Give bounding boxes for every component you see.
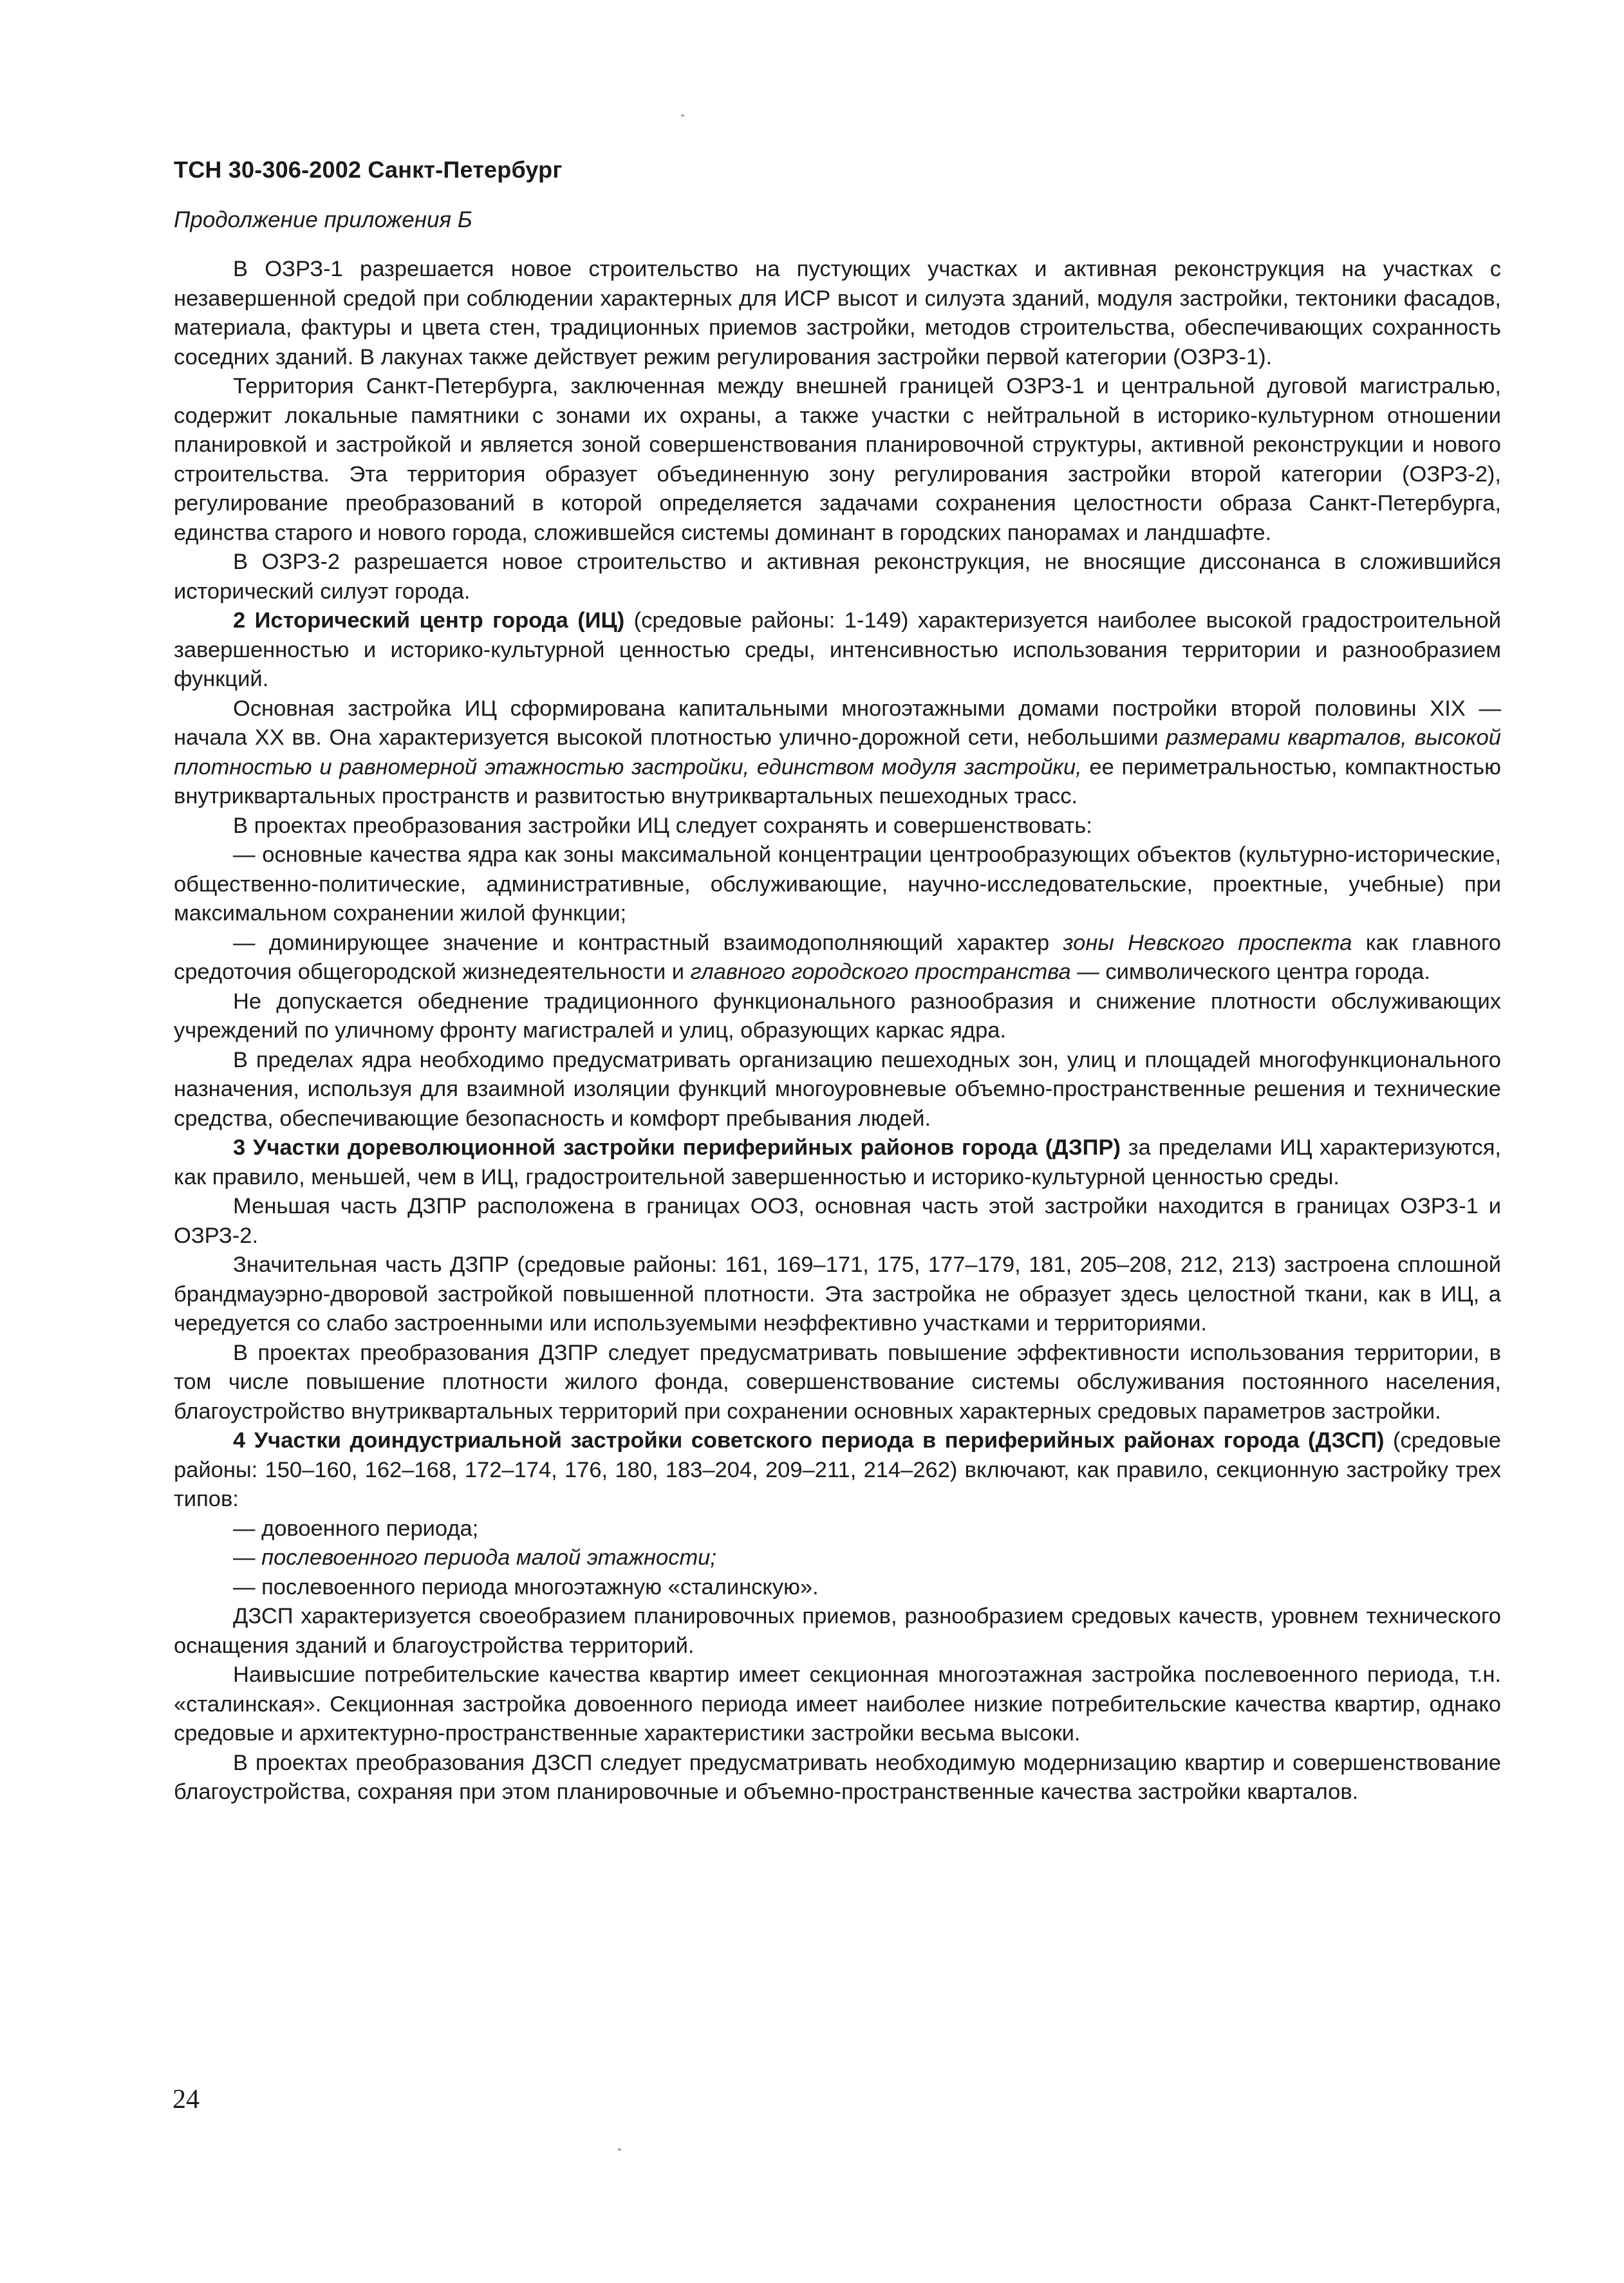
paragraph: В ОЗРЗ-2 разрешается новое строительство и активная реконструкция, не вносящие диссонанса в сложившийся исторический силуэт города. xyxy=(174,550,1501,604)
list-item: — основные качества ядра как зоны максимальной концентрации центрообразующих объектов (культурно-исторические, общественно-политические, административные, обслуживающие, научно-исследовательские, проектные, учебные) при максимальном сохранении жилой функции; xyxy=(174,843,1501,926)
section-2-paragraph: 2 Исторический центр города (ИЦ) (средовые районы: 1-149) характеризуется наиболее высокой градостроительной завершенностью и историко-культурной ценностью среды, интенсивностью использования территории и разнообразием функций. xyxy=(174,608,1501,691)
list-item: — довоенного периода; xyxy=(233,1516,479,1541)
paragraph: В проектах преобразования застройки ИЦ следует сохранять и совершенствовать: xyxy=(233,813,1092,838)
paragraph: Не допускается обеднение традиционного функционального разнообразия и снижение плотности обслуживающих учреждений по уличному фронту магистралей и улиц, образующих каркас ядра. xyxy=(174,989,1501,1043)
appendix-continuation-note: Продолжение приложения Б xyxy=(174,207,472,232)
paragraph: В пределах ядра необходимо предусматривать организацию пешеходных зон, улиц и площадей многофункционального назначения, используя для взаимной изоляции функций многоуровневые объемно-пространственные решения и технические средства, обеспечивающие безопасность и комфорт пребывания людей. xyxy=(174,1047,1501,1131)
document-body xyxy=(174,255,1501,1807)
italic-emphasis: зоны Невского проспекта xyxy=(1063,930,1352,955)
paragraph: Основная застройка ИЦ сформирована капитальными многоэтажными домами постройки второй половины XIX — начала XX вв. Она характеризуется высокой плотностью улично-дорожной сети, небольшими размерами кварталов, высокой плотностью и равномерной этажностью застройки, единством модуля застройки, ее периметральностью, компактностью внутриквартальных пространств и развитостью внутриквартальных пешеходных трасс. xyxy=(174,696,1501,808)
paragraph: Меньшая часть ДЗПР расположена в границах ООЗ, основная часть этой застройки находится в границах ОЗРЗ-1 и ОЗРЗ-2. xyxy=(174,1194,1501,1248)
section-2-heading: 2 Исторический центр города (ИЦ) xyxy=(233,608,625,633)
list-item: — послевоенного периода многоэтажную «сталинскую». xyxy=(233,1574,819,1599)
paragraph: Наивысшие потребительские качества квартир имеет секционная многоэтажная застройка послевоенного периода, т.н. «сталинская». Секционная застройка довоенного периода имеет наиболее низкие потребительские качества квартир, однако средовые и архитектурно-пространственные характеристики застройки весьма высоки. xyxy=(174,1663,1501,1746)
paragraph: В проектах преобразования ДЗПР следует предусматривать повышение эффективности использования территории, в том числе повышение плотности жилого фонда, совершенствование системы обслуживания постоянного населения, благоустройство внутриквартальных территорий при сохранении основных характерных средовых параметров застройки. xyxy=(174,1340,1501,1424)
list-item: — послевоенного периода малой этажности; xyxy=(233,1545,716,1570)
paragraph: Территория Санкт-Петербурга, заключенная между внешней границей ОЗРЗ-1 и центральной дуговой магистралью, содержит локальные памятники с зонами их охраны, а также участки с нейтральной в историко-культурном отношении планировкой и застройкой и является зоной совершенствования планировочной структуры, активной реконструкции и нового строительства. Эта территория образует объединенную зону регулирования застройки второй категории (ОЗРЗ-2), регулирование преобразований в которой определяется задачами сохранения целостности образа Санкт-Петербурга, единства старого и нового города, сложившейся системы доминант в городских панорамах и ландшафте. xyxy=(174,374,1501,545)
italic-emphasis: размерами кварталов, высокой плотностью и равномерной этажностью застройки, единством модуля застройки, xyxy=(174,725,1501,779)
italic-emphasis: главного городского пространства xyxy=(690,960,1071,984)
section-3-heading: 3 Участки дореволюционной застройки периферийных районов города (ДЗПР) xyxy=(233,1135,1121,1160)
scan-speck-top xyxy=(681,115,684,116)
page-number: 24 xyxy=(173,2085,200,2114)
paragraph: В проектах преобразования ДЗСП следует предусматривать необходимую модернизацию квартир и совершенствование благоустройства, сохраняя при этом планировочные и объемно-пространственные качества застройки кварталов. xyxy=(174,1750,1501,1804)
section-4-heading: 4 Участки доиндустриальной застройки советского периода в периферийных районах города (ДЗСП) xyxy=(233,1428,1385,1453)
scan-speck-bottom xyxy=(618,2148,621,2150)
paragraph: Значительная часть ДЗПР (средовые районы: 161, 169–171, 175, 177–179, 181, 205–208, 212, 213) застроена сплошной брандмауэрно-дворовой застройкой повышенной плотности. Эта застройка не образует здесь целостной ткани, как в ИЦ, а чередуется со слабо застроенными или используемыми неэффективно участками и территориями. xyxy=(174,1253,1501,1336)
document-header: ТСН 30-306-2002 Санкт-Петербург xyxy=(174,156,563,183)
document-page xyxy=(174,154,1501,1807)
paragraph: В ОЗРЗ-1 разрешается новое строительство на пустующих участках и активная реконструкция на участках с незавершенной средой при соблюдении характерных для ИСР высот и силуэта зданий, модуля застройки, тектоники фасадов, материала, фактуры и цвета стен, традиционных приемов застройки, методов строительства, обеспечивающих сохранность соседних зданий. В лакунах также действует режим регулирования застройки первой категории (ОЗРЗ-1). xyxy=(174,257,1501,369)
section-3-paragraph: 3 Участки дореволюционной застройки периферийных районов города (ДЗПР) за пределами ИЦ характеризуются, как правило, меньшей, чем в ИЦ, градостроительной завершенностью и историко-культурной ценностью среды. xyxy=(174,1135,1502,1189)
italic-emphasis: послевоенного периода малой этажности; xyxy=(261,1545,716,1570)
section-4-paragraph: 4 Участки доиндустриальной застройки советского периода в периферийных районах города (ДЗСП) (средовые районы: 150–160, 162–168, 172–174, 176, 180, 183–204, 209–211, 214–262) включают, как правило, секционную застройку трех типов: xyxy=(174,1428,1501,1511)
list-item: — доминирующее значение и контрастный взаимодополняющий характер зоны Невского проспекта как главного средоточия общегородской жизнедеятельности и главного городского пространства — символического центра города. xyxy=(174,930,1501,984)
paragraph: ДЗСП характеризуется своеобразием планировочных приемов, разнообразием средовых качеств, уровнем технического оснащения зданий и благоустройства территорий. xyxy=(174,1604,1501,1658)
